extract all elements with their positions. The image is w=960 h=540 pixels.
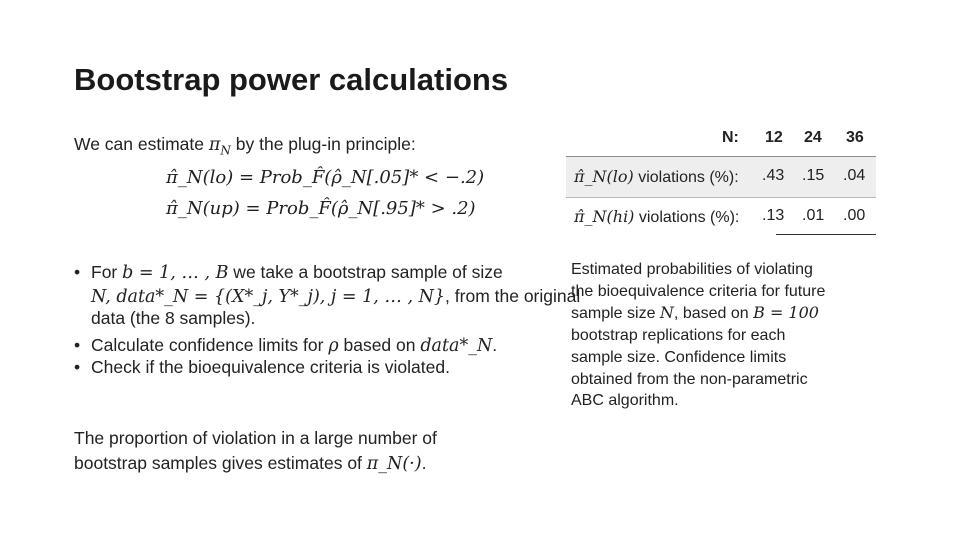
bullet1-line2 xyxy=(91,286,580,308)
table-column-header: 12 xyxy=(765,129,783,146)
caption-line: sample size. Confidence limits xyxy=(571,348,787,366)
intro-text xyxy=(74,134,416,162)
table-row xyxy=(566,203,877,231)
bullet2-mid: based on xyxy=(338,335,421,355)
table-row xyxy=(566,163,877,191)
closing-prefix: bootstrap samples gives estimates of xyxy=(74,453,367,473)
table-cell: .43 xyxy=(762,167,785,184)
intro-pi-symbol: π xyxy=(208,135,221,155)
caption-math-b: B = 100 xyxy=(753,303,819,323)
intro-prefix: We can estimate xyxy=(74,134,209,154)
table-cell: .00 xyxy=(843,207,866,224)
caption-line: ABC algorithm. xyxy=(571,392,679,410)
bullet-list xyxy=(74,262,580,378)
bullet1-line2-suffix: , from the original xyxy=(445,286,581,306)
row-label-text: violations (%): xyxy=(633,169,739,186)
bullet1-line1 xyxy=(91,262,580,284)
caption-line: bootstrap replications for each xyxy=(571,327,786,345)
closing-line2 xyxy=(74,453,437,475)
table-row-label xyxy=(574,207,739,227)
table-column-header: 24 xyxy=(804,129,822,146)
intro-pi-subscript: N xyxy=(220,143,231,158)
closing-paragraph xyxy=(74,428,437,475)
violations-table xyxy=(566,125,877,231)
caption-line: Estimated probabilities of violating xyxy=(571,261,813,278)
bullet1-line3: data (the 8 samples). xyxy=(91,308,256,328)
table-caption xyxy=(571,259,825,412)
row-label-math: π̂_N(hi) xyxy=(574,207,635,226)
table-row-label xyxy=(574,167,739,187)
bullet2-rho: ρ xyxy=(328,336,339,356)
intro-suffix: by the plug-in principle: xyxy=(230,134,416,154)
bullet1-suffix: we take a bootstrap sample of size xyxy=(228,262,503,282)
bullet-confidence-limits xyxy=(74,335,580,357)
table-column-header: 36 xyxy=(846,129,864,146)
table-header-row xyxy=(566,125,877,155)
row-label-text: violations (%): xyxy=(634,209,740,226)
row-label-math: π̂_N(lo) xyxy=(574,167,634,186)
table-cell: .01 xyxy=(802,207,825,224)
table-cell: .13 xyxy=(762,207,785,224)
bullet2-prefix: Calculate confidence limits for xyxy=(91,335,329,355)
closing-suffix: . xyxy=(421,453,427,473)
closing-math: π_N(·) xyxy=(366,454,422,474)
bullet2-suffix: . xyxy=(492,335,498,355)
caption-mid: , based on xyxy=(673,305,754,323)
caption-line: the bioequivalence criteria for future xyxy=(571,282,826,300)
caption-line: obtained from the non-parametric xyxy=(571,370,808,388)
slide-title: Bootstrap power calculations xyxy=(74,62,509,97)
table-cell: .04 xyxy=(843,167,866,184)
bullet-bootstrap-sample xyxy=(74,262,580,329)
bullet1-math-data: N, data*_N = {(X*_j, Y*_j), j = 1, … , N} xyxy=(91,287,446,307)
equation-lo: π̂_N(lo) = Prob_F̂(ρ̂_N[.05]* < −.2) xyxy=(166,167,485,188)
equation-up: π̂_N(up) = Prob_F̂(ρ̂_N[.95]* > .2) xyxy=(166,198,476,219)
table-cell: .15 xyxy=(802,167,825,184)
bullet2-math: data*_N xyxy=(420,336,493,356)
table-header-label: N: xyxy=(722,129,739,146)
caption-line xyxy=(571,302,825,325)
caption-math-n: N xyxy=(659,303,674,323)
bullet1-math-b: b = 1, … , B xyxy=(122,263,229,283)
table-bottom-rule xyxy=(776,234,876,235)
closing-line1: The proportion of violation in a large number of xyxy=(74,428,437,448)
bullet-check-violation: • Check if the bioequivalence criteria is violated. xyxy=(74,357,580,378)
bullet1-prefix: For xyxy=(91,262,123,282)
caption-prefix: sample size xyxy=(571,305,660,323)
